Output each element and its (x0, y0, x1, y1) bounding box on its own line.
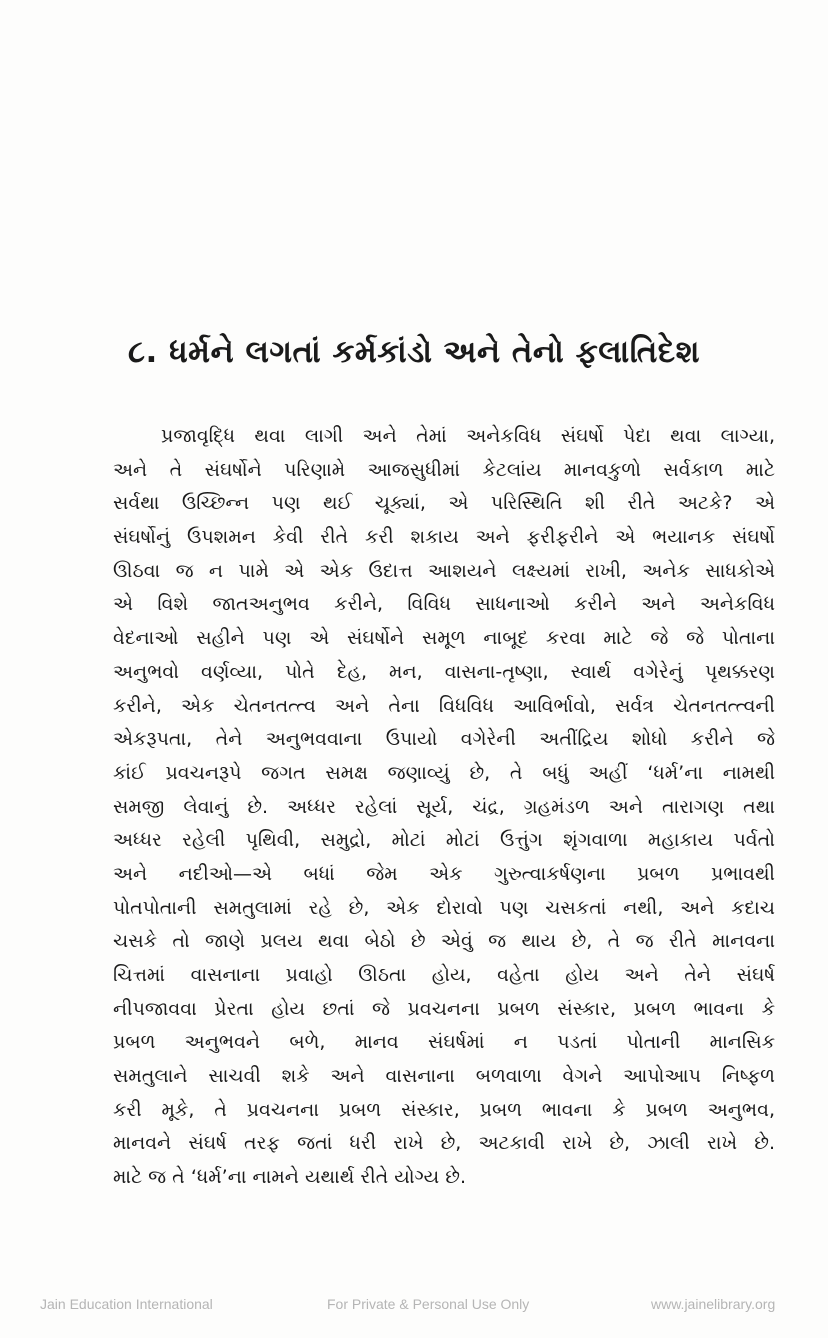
text-line: માટે જ તે ‘ધર્મ’ના નામને યથાર્થ રીતે યોગ્ય છે. (113, 1166, 467, 1189)
text-line: અનુભવો વર્ણવ્યા, પોતે દેહ, મન, વાસના-તૃષ્ણા, સ્વાર્થ વગેરેનું પૃથક્કરણ (113, 660, 775, 683)
text-line: પ્રજાવૃદ્ધિ થવા લાગી અને તેમાં અનેકવિધ સંઘર્ષો પેદા થવા લાગ્યા, (161, 425, 775, 447)
text-line: અને તે સંઘર્ષોને પરિણામે આજસુધીમાં કેટલાંય માનવકુળો સર્વકાળ માટે (113, 458, 775, 481)
text-line: અધ્ધર રહેલી પૃથિવી, સમુદ્રો, મોટાં મોટાં ઉત્તુંગ શૃંગવાળા મહાકાય પર્વતો (113, 829, 775, 852)
text-line: પોતપોતાની સમતુલામાં રહે છે, એક દોરાવો પણ ચસકતાં નથી, અને કદાચ (113, 896, 775, 919)
text-line: સમજી લેવાનું છે. અધ્ધર રહેલાં સૂર્ય, ચંદ્ર, ગ્રહમંડળ અને તારાગણ તથા (113, 795, 775, 818)
text-line: એ વિશે જાતઅનુભવ કરીને, વિવિધ સાધનાઓ કરીને અને અનેકવિધ (113, 593, 775, 616)
text-line: એકરૂપતા, તેને અનુભવવાના ઉપાયો વગેરેની અતીંદ્રિય શોધો કરીને જે (113, 728, 775, 751)
footer-website: www.jainelibrary.org (651, 1296, 776, 1312)
text-line: પ્રબળ અનુભવને બળે, માનવ સંઘર્ષમાં ન પડતાં પોતાની માનસિક (113, 1031, 775, 1054)
chapter-title: ૮. ધર્મને લગતાં કર્મકાંડો અને તેનો ફલાતિદેશ (127, 334, 701, 370)
text-line: કરીને, એક ચેતનતત્ત્વ અને તેના વિધવિધ આવિર્ભાવો, સર્વત્ર ચેતનતત્ત્વની (113, 694, 775, 717)
text-line: સંઘર્ષોનું ઉપશમન કેવી રીતે કરી શકાય અને ફરીફરીને એ ભયાનક સંઘર્ષો (113, 526, 775, 549)
text-line: માનવને સંઘર્ષ તરફ જતાં ધરી રાખે છે, અટકાવી રાખે છે, ઝાલી રાખે છે. (113, 1132, 775, 1155)
text-line: નીપજાવવા પ્રેરતા હોય છતાં જે પ્રવચનના પ્રબળ સંસ્કાર, પ્રબળ ભાવના કે (113, 997, 775, 1020)
text-line: ઊઠવા જ ન પામે એ એક ઉદાત્ત આશયને લક્ષ્યમાં રાખી, અનેક સાધકોએ (113, 559, 775, 582)
text-line: ચસકે તો જાણે પ્રલય થવા બેઠો છે એવું જ થાય છે, તે જ રીતે માનવના (113, 930, 775, 953)
text-line: કાંઈ પ્રવચનરૂપે જગત સમક્ષ જણાવ્યું છે, તે બધું અહીં ‘ધર્મ’ના નામથી (113, 761, 775, 784)
text-line: સર્વથા ઉચ્છિન્ન પણ થઈ ચૂક્યાં, એ પરિસ્થિતિ શી રીતે અટકે? એ (113, 492, 775, 515)
footer-usage-note: For Private & Personal Use Only (327, 1296, 530, 1312)
text-line: અને નદીઓ—એ બધાં જેમ એક ગુરુત્વાકર્ષણના પ્રબળ પ્રભાવથી (113, 862, 775, 885)
text-line: સમતુલાને સાચવી શકે અને વાસનાના બળવાળા વેગને આપોઆપ નિષ્ફળ (113, 1065, 775, 1088)
body-paragraph (113, 420, 775, 1195)
text-line: કરી મૂકે, તે પ્રવચનના પ્રબળ સંસ્કાર, પ્રબળ ભાવના કે પ્રબળ અનુભવ, (113, 1098, 775, 1121)
text-line: વેદનાઓ સહીને પણ એ સંઘર્ષોને સમૂળ નાબૂદ કરવા માટે જે જે પોતાના (113, 627, 775, 650)
footer-publisher: Jain Education International (40, 1296, 213, 1312)
text-line: ચિત્તમાં વાસનાના પ્રવાહો ઊઠતા હોય, વહેતા હોય અને તેને સંઘર્ષ (113, 964, 775, 986)
